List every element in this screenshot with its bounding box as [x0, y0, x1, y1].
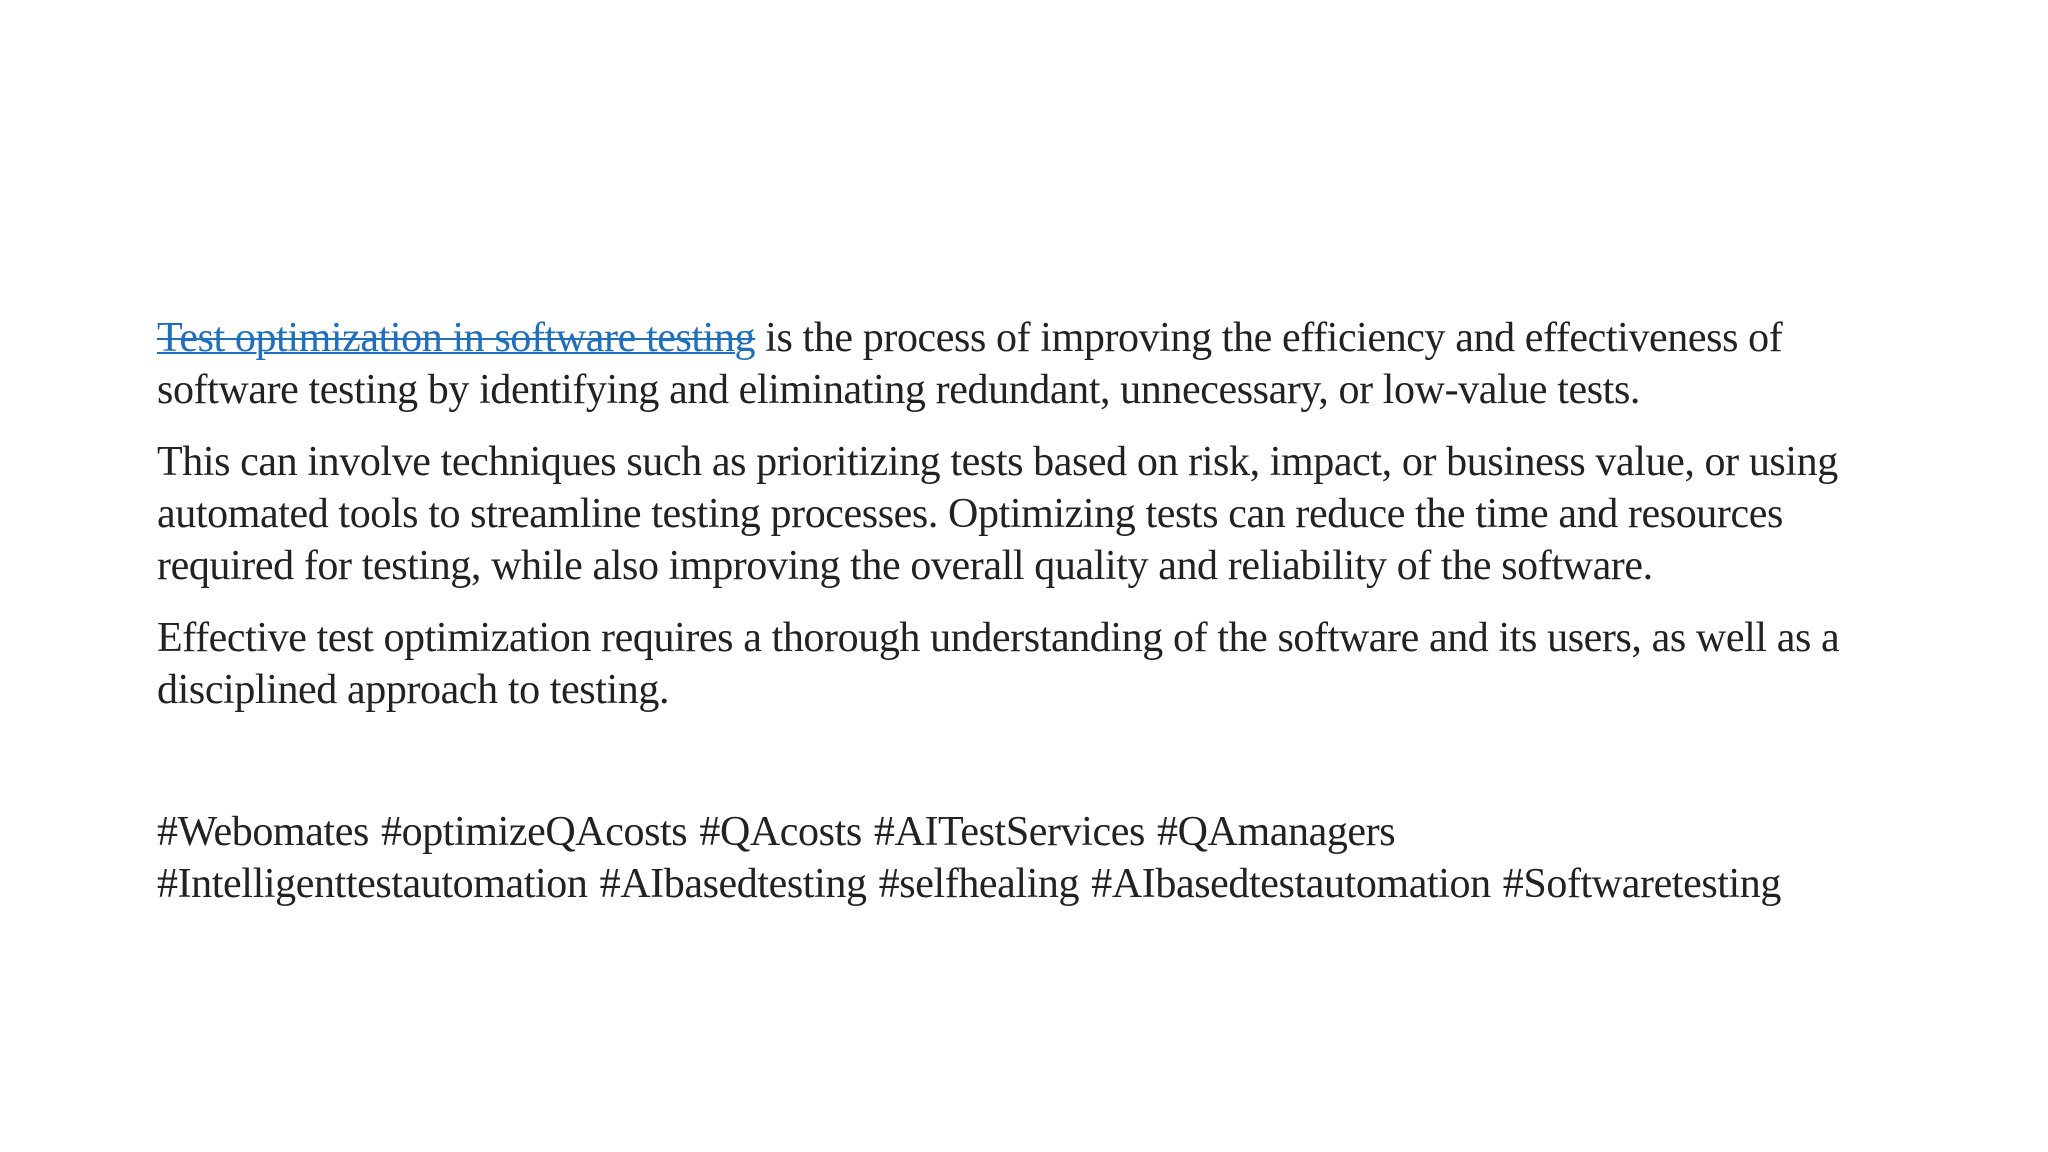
article-body: [157, 312, 1917, 910]
hashtag[interactable]: #AITestServices: [873, 809, 1145, 855]
hashtag[interactable]: #Webomates: [157, 809, 369, 855]
intro-paragraph: [157, 312, 1917, 416]
hashtag[interactable]: #Intelligenttestautomation: [157, 861, 588, 907]
hashtag[interactable]: #QAcosts: [699, 809, 862, 855]
hashtag[interactable]: #QAmanagers: [1157, 809, 1396, 855]
hashtag-list: [157, 806, 1917, 910]
hashtag[interactable]: #AIbasedtesting: [599, 861, 867, 907]
test-optimization-link[interactable]: Test optimization in software testing: [157, 315, 756, 361]
hashtag[interactable]: #optimizeQAcosts: [381, 809, 688, 855]
hashtag[interactable]: #selfhealing: [878, 861, 1080, 907]
hashtag[interactable]: #AIbasedtestautomation: [1091, 861, 1491, 907]
techniques-paragraph: This can involve techniques such as prioritizing tests based on risk, impact, or business value, or using automated tools to streamline testing processes. Optimizing tests can reduce the time and resources required for testing, while also improving the overall quality and reliability of the software.: [157, 439, 1838, 589]
requirements-paragraph: Effective test optimization requires a thorough understanding of the software and its users, as well as a disciplined approach to testing.: [157, 615, 1840, 713]
intro-paragraph-text: is the process of improving the efficiency and effectiveness of software testing by identifying and eliminating redundant, unnecessary, or low-value tests.: [157, 315, 1783, 413]
hashtag[interactable]: #Softwaretesting: [1502, 861, 1782, 907]
